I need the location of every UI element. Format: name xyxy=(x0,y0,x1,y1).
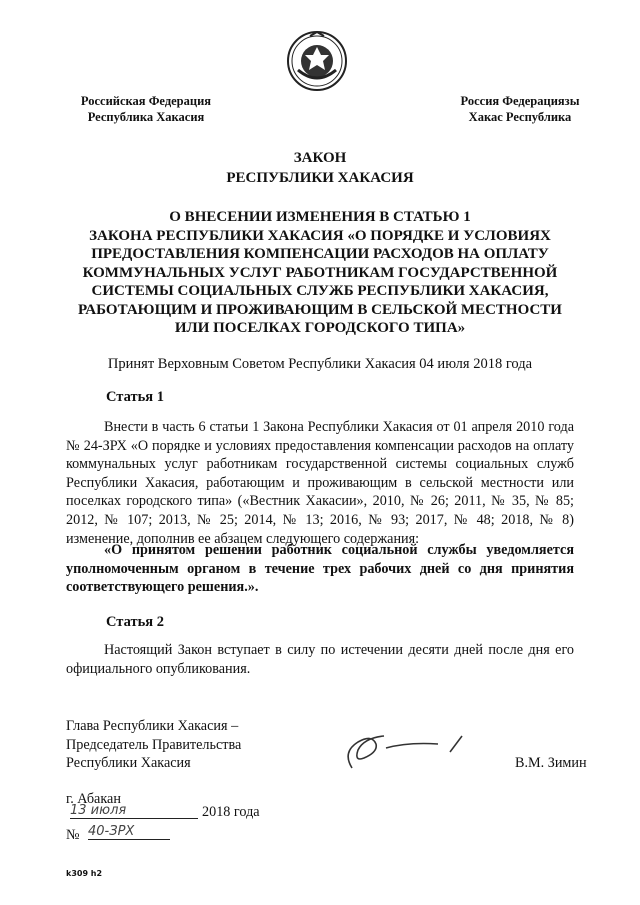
law-title-republic: РЕСПУБЛИКИ ХАКАСИЯ xyxy=(226,170,414,186)
date-year: 2018 года xyxy=(202,804,260,820)
place-of-signing: г. Абакан xyxy=(66,791,121,807)
subject-line: ПРЕДОСТАВЛЕНИЯ КОМПЕНСАЦИИ РАСХОДОВ НА ОПЛАТУ xyxy=(91,246,549,262)
coat-of-arms-emblem xyxy=(286,30,348,92)
header-left xyxy=(66,93,226,125)
header-right xyxy=(440,93,600,125)
signatory-title-line3: Республики Хакасия xyxy=(66,755,191,772)
article-2-heading: Статья 2 xyxy=(106,614,164,630)
law-number xyxy=(66,824,226,846)
subject-line: КОММУНАЛЬНЫХ УСЛУГ РАБОТНИКАМ ГОСУДАРСТВЕННОЙ xyxy=(82,264,558,281)
subject-line: СИСТЕМЫ СОЦИАЛЬНЫХ СЛУЖБ РЕСПУБЛИКИ ХАКАСИЯ, xyxy=(91,283,549,299)
handwritten-signature xyxy=(338,728,498,774)
article-2-text: Настоящий Закон вступает в силу по истечении десяти дней после дня его официального опубликования. xyxy=(66,642,574,677)
document-code: k309 h2 xyxy=(66,869,103,878)
handwritten-date: 13 июля xyxy=(70,803,198,819)
law-subject xyxy=(66,208,574,338)
header-right-line2: Хакас Республика xyxy=(468,110,572,124)
signing-date xyxy=(66,802,306,822)
adoption-statement: Принят Верховным Советом Республики Хакасия 04 июля 2018 года xyxy=(107,356,533,372)
subject-line: ИЛИ ПОСЕЛКАХ ГОРОДСКОГО ТИПА» xyxy=(174,320,466,336)
header-left-line2: Республика Хакасия xyxy=(87,110,205,124)
header-left-line1: Российская Федерация xyxy=(80,94,212,108)
subject-line: О ВНЕСЕНИИ ИЗМЕНЕНИЯ В СТАТЬЮ 1 xyxy=(169,209,471,225)
signatory-title-line1: Глава Республики Хакасия – xyxy=(66,718,239,734)
subject-line: РАБОТАЮЩИМ И ПРОЖИВАЮЩИМ В СЕЛЬСКОЙ МЕСТНОСТИ xyxy=(78,301,562,318)
signatory-title xyxy=(66,717,241,773)
signatory-title-line2: Председатель Правительства xyxy=(66,736,242,753)
header-right-line1: Россия Федерациязы xyxy=(460,94,580,108)
signatory-name: В.М. Зимин xyxy=(515,755,587,771)
article-1-quote: «О принятом решении работник социальной службы уведомляется уполномоченным органом в течение трех рабочих дней со дня принятия соответствующего решения.». xyxy=(66,542,574,596)
number-prefix: № xyxy=(66,827,80,843)
subject-line: ЗАКОНА РЕСПУБЛИКИ ХАКАСИЯ «О ПОРЯДКЕ И УСЛОВИЯХ xyxy=(89,227,551,244)
article-1-text: Внести в часть 6 статьи 1 Закона Республики Хакасия от 01 апреля 2010 года № 24-ЗРХ «О порядке и условиях предоставления компенсации расходов на оплату коммунальных услуг работникам государственной системы социальных служб Республики Хакасия, работающим и проживающим в сельской местности или поселках городского типа» («Вестник Хакасии», 2010, № 26; 2011, № 35, № 85; 2012, № 107; 2013, № 25; 2014, № 13; 2016, № 93; 2017, № 48; 2018, № 8) изменение, дополнив ее абзацем следующего содержания: xyxy=(66,419,574,547)
handwritten-number: 40-ЗРХ xyxy=(88,824,170,840)
law-title: ЗАКОН xyxy=(293,150,347,166)
article-1-heading: Статья 1 xyxy=(106,389,164,405)
